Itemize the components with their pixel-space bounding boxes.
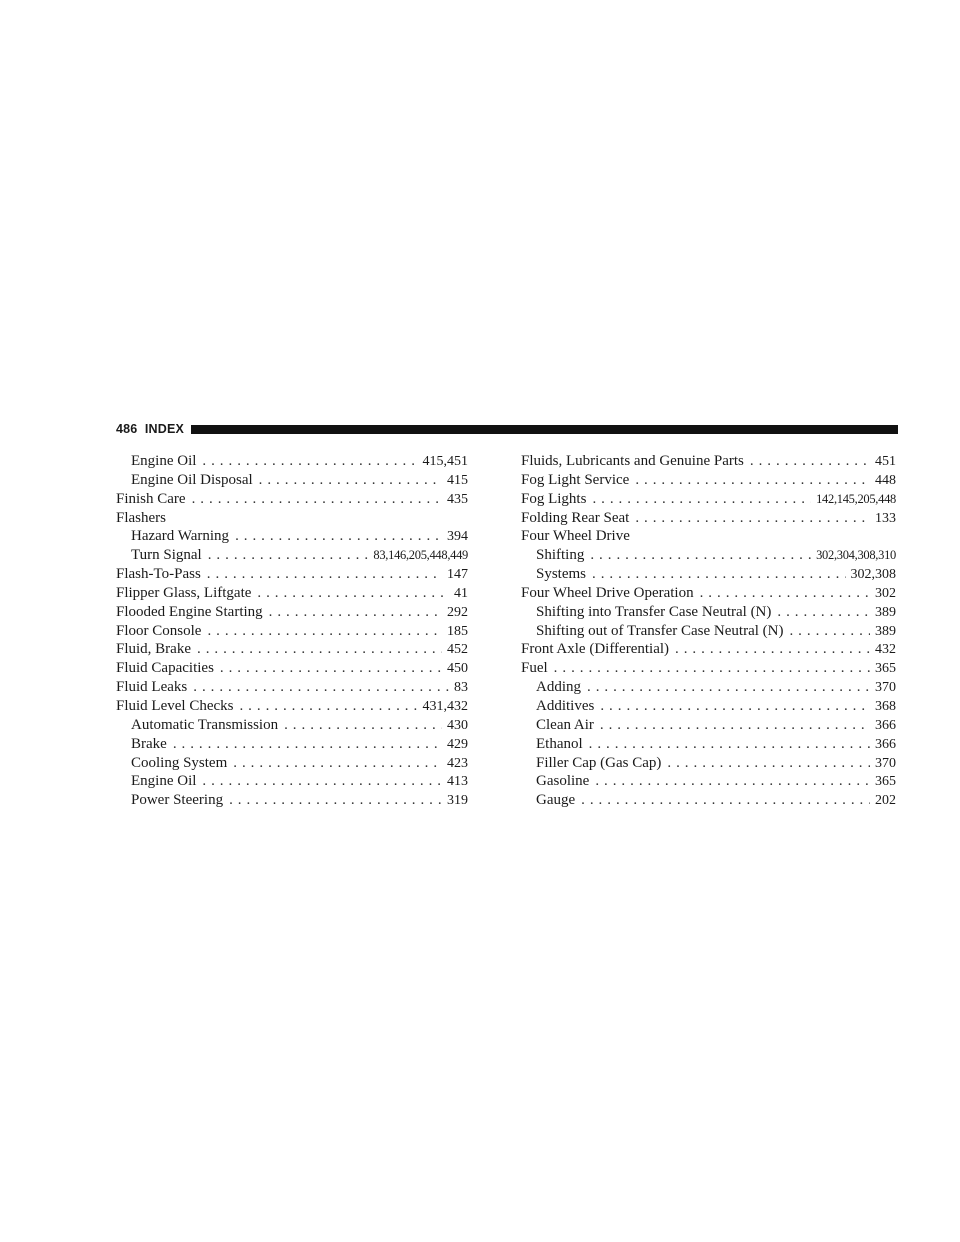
index-entry (521, 603, 896, 622)
page-ref: 185 (447, 623, 468, 639)
index-entry (521, 735, 896, 754)
index-term: Four Wheel Drive (521, 528, 630, 545)
page-ref: 370 (875, 755, 896, 771)
page-ref: 366 (875, 717, 896, 733)
dot-leader (233, 754, 442, 773)
index-entry (521, 490, 896, 509)
index-term: Finish Care (116, 490, 186, 507)
index-entry (521, 546, 896, 565)
index-entry (521, 697, 896, 716)
index-entry (116, 678, 468, 697)
dot-leader (750, 452, 870, 471)
page-ref: 389 (875, 623, 896, 639)
index-entry (116, 735, 468, 754)
index-entry (521, 678, 896, 697)
page-ref: 415 (447, 472, 468, 488)
index-term: Flooded Engine Starting (116, 603, 263, 620)
index-term: Systems (536, 566, 587, 583)
page-ref: 394 (447, 529, 468, 545)
index-entry (116, 791, 468, 810)
index-entry (521, 640, 896, 659)
dot-leader (581, 791, 870, 810)
page-ref: 292 (447, 604, 468, 620)
index-term: Flipper Glass, Liftgate (116, 584, 252, 601)
page-ref: 451 (875, 454, 896, 469)
index-term: Flashers (116, 509, 166, 526)
dot-leader (590, 546, 811, 565)
dot-leader (635, 509, 870, 528)
index-entry (116, 622, 468, 641)
index-term: Power Steering (131, 792, 224, 809)
index-term: Floor Console (116, 622, 202, 639)
page-ref: 365 (875, 661, 896, 677)
header-rule (191, 425, 898, 434)
dot-leader (207, 622, 442, 641)
dot-leader (259, 471, 442, 490)
index-heading (116, 509, 468, 528)
page-ref: 202 (875, 793, 896, 809)
page-ref: 319 (447, 793, 468, 809)
index-entry (116, 640, 468, 659)
dot-leader (589, 735, 870, 754)
dot-leader (235, 527, 442, 546)
index-term: Cooling System (131, 754, 228, 771)
page-ref: 423 (447, 755, 468, 771)
page-ref: 83,146,205,448,449 (373, 548, 468, 563)
index-term: Flash-To-Pass (116, 566, 201, 583)
page-ref: 83 (454, 680, 468, 696)
page-ref: 302,308 (850, 567, 896, 583)
index-entry (521, 509, 896, 528)
page-ref: 415,451 (422, 454, 468, 469)
dot-leader (197, 640, 442, 659)
dot-leader (220, 659, 442, 678)
page-ref: 142,145,205,448 (816, 491, 896, 506)
dot-leader (635, 471, 870, 490)
dot-leader (284, 716, 442, 735)
page-header-text (116, 422, 184, 436)
dot-leader (700, 584, 870, 603)
page-ref: 302 (875, 585, 896, 601)
index-term: Fluids, Lubricants and Genuine Parts (521, 453, 744, 469)
index-column-right (521, 452, 896, 810)
index-entry (521, 584, 896, 603)
index-term: Adding (536, 679, 581, 696)
index-column-left (116, 452, 468, 810)
index-term: Hazard Warning (131, 528, 230, 545)
page-header (116, 418, 898, 440)
index-term: Fluid, Brake (116, 641, 191, 658)
dot-leader (554, 659, 870, 678)
dot-leader (600, 697, 870, 716)
index-entry (521, 772, 896, 791)
index-entry (521, 754, 896, 773)
index-entry (521, 659, 896, 678)
index-term: Gauge (536, 792, 576, 809)
page-ref: 366 (875, 736, 896, 752)
page-ref: 413 (447, 774, 468, 790)
index-entry (116, 546, 468, 565)
index-term: Fluid Leaks (116, 679, 188, 696)
index-entry (521, 565, 896, 584)
dot-leader (592, 490, 811, 509)
index-term: Additives (536, 697, 595, 714)
index-term: Four Wheel Drive Operation (521, 584, 694, 601)
index-term: Fluid Level Checks (116, 697, 234, 714)
index-entry (116, 772, 468, 791)
index-entry (116, 716, 468, 735)
index-term: Fog Light Service (521, 471, 630, 488)
dot-leader (257, 584, 449, 603)
index-term: Fog Lights (521, 490, 587, 507)
page-ref: 432 (875, 642, 896, 658)
index-entry (521, 471, 896, 490)
dot-leader (229, 791, 442, 810)
index-term: Turn Signal (131, 547, 202, 564)
index-term: Shifting into Transfer Case Neutral (N) (536, 603, 772, 620)
index-term: Fuel (521, 660, 548, 677)
index-term: Filler Cap (Gas Cap) (536, 754, 662, 771)
dot-leader (789, 622, 870, 641)
section-title: INDEX (144, 422, 185, 436)
index-term: Fluid Capacities (116, 660, 214, 677)
dot-leader (207, 565, 442, 584)
dot-leader (193, 678, 449, 697)
dot-leader (675, 640, 870, 659)
page-number: 486 (116, 422, 138, 436)
dot-leader (587, 678, 870, 697)
page-ref: 429 (447, 736, 468, 752)
page-ref: 435 (447, 491, 468, 507)
index-entry (521, 716, 896, 735)
page-ref: 370 (875, 680, 896, 696)
index-term: Front Axle (Differential) (521, 641, 670, 658)
index-term: Automatic Transmission (131, 716, 279, 733)
index-term: Gasoline (536, 773, 590, 790)
index-entry (116, 697, 468, 716)
dot-leader (777, 603, 870, 622)
index-entry (116, 490, 468, 509)
page-ref: 448 (875, 472, 896, 488)
index-term: Engine Oil (131, 453, 197, 469)
index-entry (116, 452, 468, 471)
page-ref: 431,432 (422, 698, 468, 714)
index-entry (521, 452, 896, 471)
dot-leader (595, 772, 870, 791)
index-term: Shifting out of Transfer Case Neutral (N) (536, 622, 784, 639)
index-term: Folding Rear Seat (521, 509, 630, 526)
index-term: Engine Oil Disposal (131, 471, 253, 488)
index-term: Ethanol (536, 735, 583, 752)
index-entry (521, 791, 896, 810)
page-ref: 133 (875, 510, 896, 526)
index-entry (116, 565, 468, 584)
index-entry (116, 659, 468, 678)
index-entry (116, 584, 468, 603)
page-ref: 430 (447, 717, 468, 733)
dot-leader (239, 697, 417, 716)
page-ref: 41 (454, 585, 468, 601)
dot-leader (208, 546, 369, 565)
dot-leader (192, 490, 442, 509)
page-ref: 450 (447, 661, 468, 677)
index-entry (116, 471, 468, 490)
page-ref: 389 (875, 604, 896, 620)
page-ref: 365 (875, 774, 896, 790)
dot-leader (173, 735, 442, 754)
page-ref: 368 (875, 698, 896, 714)
index-term: Shifting (536, 547, 585, 564)
index-heading (521, 527, 896, 546)
index-entry (116, 754, 468, 773)
index-entry (116, 527, 468, 546)
dot-leader (600, 716, 870, 735)
dot-leader (592, 565, 845, 584)
dot-leader (202, 772, 442, 791)
index-term: Clean Air (536, 716, 594, 733)
dot-leader (269, 603, 442, 622)
dot-leader (202, 452, 417, 471)
dot-leader (667, 754, 870, 773)
index-term: Engine Oil (131, 773, 197, 790)
index-entry (116, 603, 468, 622)
page-ref: 452 (447, 642, 468, 658)
index-term: Brake (131, 735, 167, 752)
page-ref: 302,304,308,310 (816, 548, 896, 563)
index-entry (521, 622, 896, 641)
page-ref: 147 (447, 567, 468, 583)
